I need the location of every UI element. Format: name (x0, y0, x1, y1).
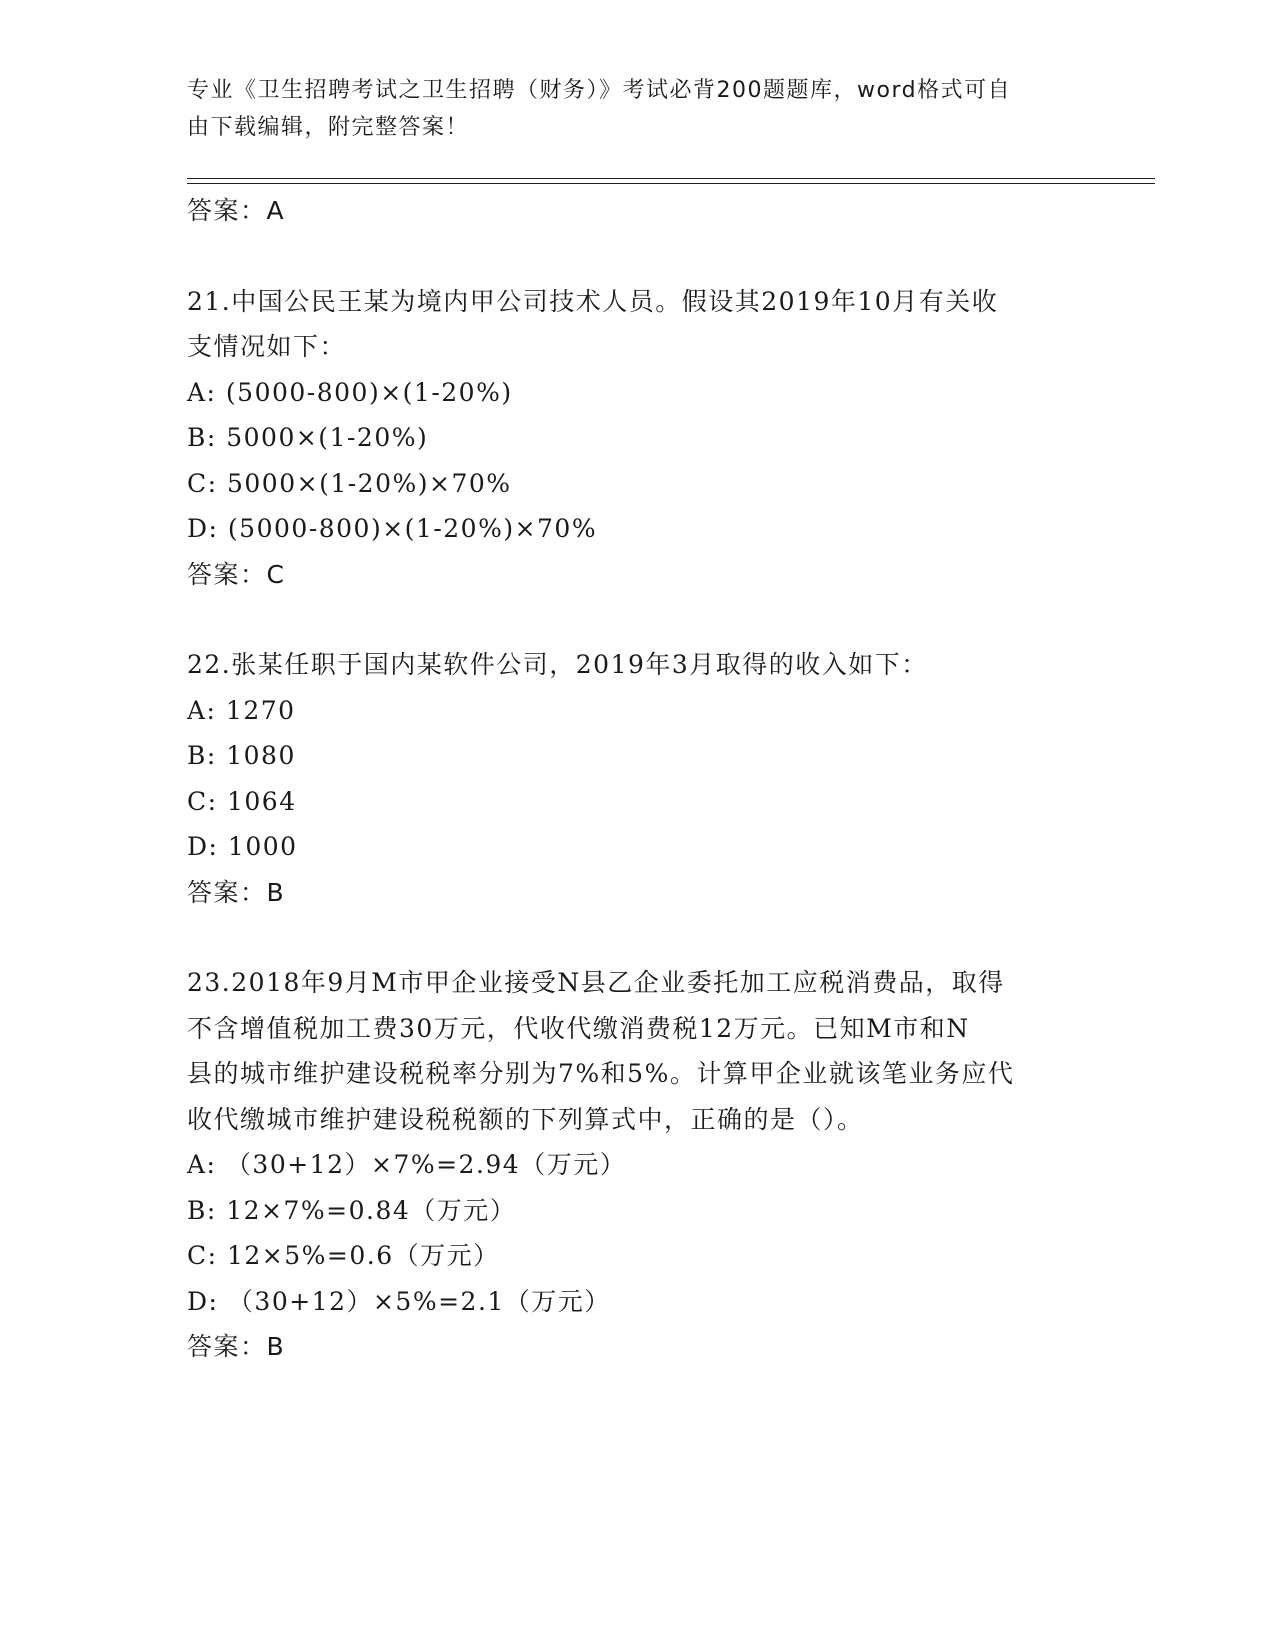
spacer (187, 597, 1087, 642)
question-stem-line: 23.2018年9月M市甲企业接受N县乙企业委托加工应税消费品，取得 (187, 968, 1005, 997)
spacer (187, 915, 1087, 960)
document-body (187, 188, 1087, 1370)
option-b: B: 1080 (187, 741, 296, 770)
option-a: A: （30+12）×7%=2.94（万元） (187, 1150, 627, 1179)
answer-line: 答案：C (187, 559, 286, 589)
option-c: C: 12×5%=0.6（万元） (187, 1241, 500, 1270)
option-d: D: （30+12）×5%=2.1（万元） (187, 1286, 611, 1316)
option-c: C: 5000×(1-20%)×70% (187, 468, 512, 498)
option-a: A: (5000-800)×(1-20%) (187, 377, 513, 407)
option-b: B: 12×7%=0.84（万元） (187, 1195, 517, 1225)
question-stem-line: 21.中国公民王某为境内甲公司技术人员。假设其2019年10月有关收 (187, 286, 999, 316)
question-block (187, 279, 1087, 598)
header-line-1: 专业《卫生招聘考试之卫生招聘（财务）》考试必背200题题库，word格式可自 (187, 78, 1012, 103)
question-stem-line: 支情况如下： (187, 332, 347, 361)
option-c: C: 1064 (187, 786, 297, 816)
question-stem-line: 收代缴城市维护建设税税额的下列算式中，正确的是（）。 (187, 1104, 864, 1134)
option-b: B: 5000×(1-20%) (187, 423, 429, 452)
spacer (187, 234, 1087, 279)
question-stem-line: 县的城市维护建设税税率分别为7%和5%。计算甲企业就该笔业务应代 (187, 1059, 1015, 1088)
option-d: D: 1000 (187, 832, 298, 861)
document-header (187, 72, 1087, 146)
header-divider-top (187, 178, 1155, 179)
question-block (187, 642, 1087, 915)
answer-line: 答案：A (187, 196, 286, 225)
header-divider-bottom (187, 183, 1155, 184)
question-block (187, 960, 1087, 1370)
question-stem-line: 不含增值税加工费30万元，代收代缴消费税12万元。已知M市和N (187, 1013, 970, 1043)
option-a: A: 1270 (187, 695, 296, 725)
answer-line: 答案：B (187, 877, 286, 907)
question-stem-line: 22.张某任职于国内某软件公司，2019年3月取得的收入如下： (187, 650, 928, 679)
answer-line: 答案：B (187, 1332, 286, 1361)
header-line-2: 由下载编辑，附完整答案！ (187, 115, 470, 140)
option-d: D: (5000-800)×(1-20%)×70% (187, 514, 598, 543)
